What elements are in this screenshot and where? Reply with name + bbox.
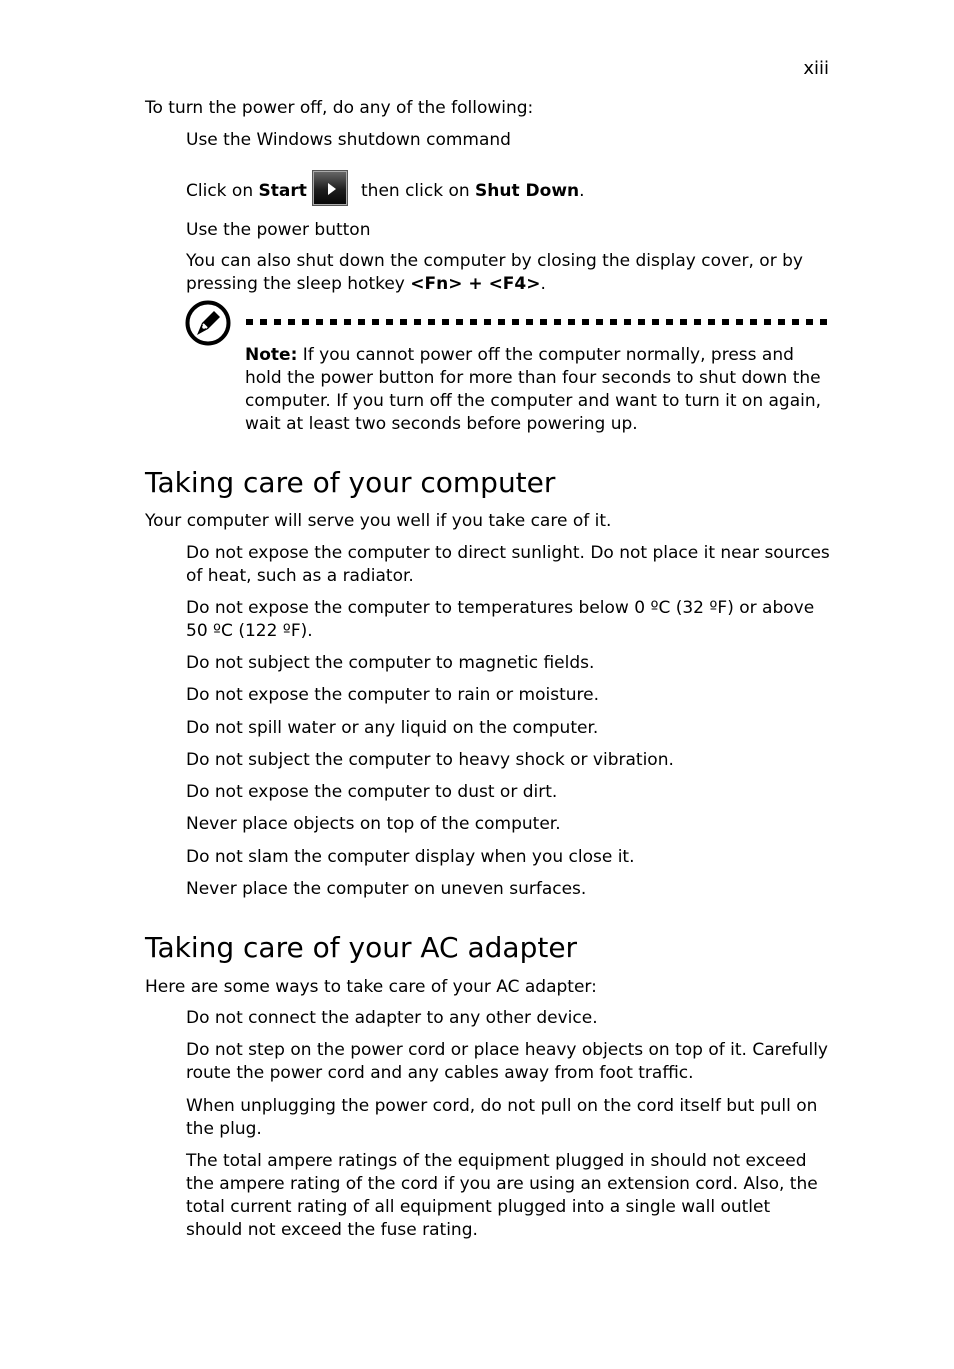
list-item: Do not subject the computer to magnetic fields.	[186, 653, 595, 673]
display-cover-text: You can also shut down the computer by closing the display cover, or by pressing the sleep hotkey <Fn> + <F4>.	[186, 251, 803, 294]
list-item: Never place the computer on uneven surfaces.	[186, 879, 587, 899]
page-number: xiii	[803, 58, 829, 79]
then-click-text: then click on Shut Down.	[361, 181, 585, 201]
power-button-text: Use the power button	[186, 220, 371, 240]
hotkey-label: <Fn> + <F4>	[410, 274, 541, 294]
list-item: Do not expose the computer to direct sunlight. Do not place it near sources of heat, such as a radiator.	[186, 543, 830, 586]
list-item: Do not expose the computer to dust or dirt.	[186, 782, 558, 802]
power-off-intro: To turn the power off, do any of the following:	[145, 98, 534, 118]
adapter-care-intro: Here are some ways to take care of your AC adapter:	[145, 977, 597, 997]
list-item: Do not slam the computer display when you close it.	[186, 847, 635, 867]
start-button-icon	[312, 170, 348, 206]
shut-down-label: Shut Down	[475, 181, 580, 201]
list-item: The total ampere ratings of the equipment plugged in should not exceed the ampere rating of the cord if you are using an extension cord. Also, the total current rating of all equipment plugged into a single wall outlet should not exceed the fuse rating.	[186, 1151, 818, 1240]
list-item: Do not expose the computer to temperatures below 0 ºC (32 ºF) or above 50 ºC (122 ºF).	[186, 598, 815, 641]
list-item: When unplugging the power cord, do not pull on the cord itself but pull on the plug.	[186, 1096, 818, 1139]
computer-care-intro: Your computer will serve you well if you take care of it.	[145, 511, 612, 531]
computer-care-heading: Taking care of your computer	[145, 466, 556, 499]
list-item: Do not connect the adapter to any other device.	[186, 1008, 598, 1028]
start-label: Start	[258, 181, 307, 201]
list-item: Do not spill water or any liquid on the computer.	[186, 718, 599, 738]
note-text: Note: If you cannot power off the computer normally, press and hold the power button for more than four seconds to shut down the computer. If you turn off the computer and want to turn it on again, wait at least two seconds before powering up.	[245, 345, 822, 434]
list-item: Never place objects on top of the computer.	[186, 814, 561, 834]
windows-shutdown-text: Use the Windows shutdown command	[186, 130, 511, 150]
note-pen-icon	[185, 300, 231, 346]
list-item: Do not expose the computer to rain or moisture.	[186, 685, 599, 705]
click-on-text: Click on Start	[186, 181, 307, 201]
note-divider	[246, 319, 830, 325]
list-item: Do not step on the power cord or place heavy objects on top of it. Carefully route the power cord and any cables away from foot traffic.	[186, 1040, 828, 1083]
note-label: Note:	[245, 345, 298, 365]
list-item: Do not subject the computer to heavy shock or vibration.	[186, 750, 674, 770]
adapter-care-heading: Taking care of your AC adapter	[145, 931, 578, 964]
